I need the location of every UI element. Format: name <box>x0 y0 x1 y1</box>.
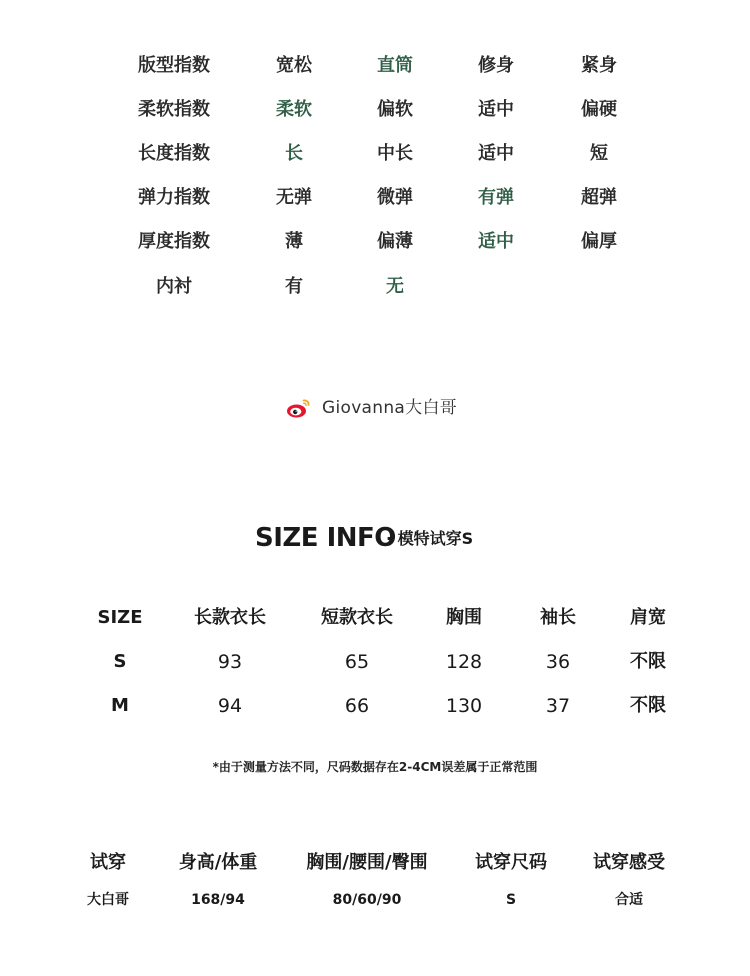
attribute-option: 中长 <box>377 143 413 164</box>
attribute-option-selected: 有弹 <box>478 187 514 208</box>
brand-name: Giovanna大白哥 <box>322 398 458 418</box>
attribute-label: 弹力指数 <box>138 187 210 208</box>
attribute-option: 有 <box>285 276 303 297</box>
size-table-header-cell: 肩宽 <box>630 607 666 628</box>
size-table-cell: 128 <box>445 651 483 673</box>
fitting-value-cell: 80/60/90 <box>332 892 402 908</box>
size-info-subtitle: · 模特试穿S <box>386 529 474 548</box>
attribute-option: 偏厚 <box>581 231 617 252</box>
attribute-option: 超弹 <box>581 187 617 208</box>
attribute-label: 版型指数 <box>138 55 210 76</box>
attribute-option: 适中 <box>478 143 514 164</box>
measurement-note: *由于测量方法不同，尺码数据存在2-4CM误差属于正常范围 <box>212 760 538 774</box>
fitting-header-cell: 试穿 <box>90 852 126 873</box>
attribute-option: 适中 <box>478 99 514 120</box>
fitting-header-cell: 试穿感受 <box>593 852 665 873</box>
size-table-cell: 不限 <box>630 695 666 716</box>
fitting-header-cell: 试穿尺码 <box>475 852 547 873</box>
fitting-value-cell: 合适 <box>615 892 643 908</box>
size-table-cell: 93 <box>217 651 243 673</box>
attribute-option: 紧身 <box>581 55 617 76</box>
attribute-label: 柔软指数 <box>138 99 210 120</box>
attribute-row <box>0 183 750 213</box>
weibo-icon <box>286 396 312 420</box>
fitting-value-cell: S <box>505 892 517 908</box>
attribute-label: 长度指数 <box>138 143 210 164</box>
attribute-row <box>0 272 750 302</box>
attribute-option: 宽松 <box>276 55 312 76</box>
size-table-header-cell: 胸围 <box>446 607 482 628</box>
size-table-header-cell: 袖长 <box>540 607 576 628</box>
size-table-cell: 94 <box>217 695 243 717</box>
attribute-option-selected: 无 <box>386 276 404 297</box>
fitting-value-cell: 大白哥 <box>87 892 129 908</box>
attribute-row <box>0 227 750 257</box>
attribute-option-selected: 柔软 <box>276 99 312 120</box>
fitting-value-cell: 168/94 <box>191 892 245 908</box>
size-table-cell: 不限 <box>630 651 666 672</box>
size-table-cell: 65 <box>344 651 370 673</box>
attribute-option: 偏软 <box>377 99 413 120</box>
attribute-row <box>0 51 750 81</box>
size-table-row <box>0 647 750 677</box>
attribute-option-selected: 直筒 <box>377 55 413 76</box>
attribute-option: 微弹 <box>377 187 413 208</box>
attribute-option: 无弹 <box>276 187 312 208</box>
size-table-cell: 37 <box>545 695 571 717</box>
brand-watermark <box>0 394 750 422</box>
fitting-header-cell: 身高/体重 <box>178 852 258 873</box>
size-table-cell: 66 <box>344 695 370 717</box>
size-table-cell: M <box>111 695 129 716</box>
attribute-option: 修身 <box>478 55 514 76</box>
attribute-option-selected: 适中 <box>478 231 514 252</box>
attribute-row <box>0 95 750 125</box>
attribute-label: 厚度指数 <box>138 231 210 252</box>
attribute-label: 内衬 <box>156 276 192 297</box>
size-info-title: SIZE INFO <box>255 523 396 553</box>
size-table-cell: 130 <box>445 695 483 717</box>
size-table-header <box>0 603 750 633</box>
size-info-heading <box>0 518 750 558</box>
size-table-header-cell: 长款衣长 <box>194 607 266 628</box>
size-table-cell: 36 <box>545 651 571 673</box>
size-table-header-cell: SIZE <box>97 607 143 628</box>
size-table-header-cell: 短款衣长 <box>321 607 393 628</box>
attribute-row <box>0 139 750 169</box>
attribute-option: 薄 <box>285 231 303 252</box>
fitting-header-cell: 胸围/腰围/臀围 <box>306 852 428 873</box>
attribute-option: 短 <box>590 143 608 164</box>
attribute-option-selected: 长 <box>285 143 303 164</box>
attribute-option: 偏硬 <box>581 99 617 120</box>
attribute-option: 偏薄 <box>377 231 413 252</box>
size-table-cell: S <box>113 651 127 672</box>
size-table-row <box>0 691 750 721</box>
